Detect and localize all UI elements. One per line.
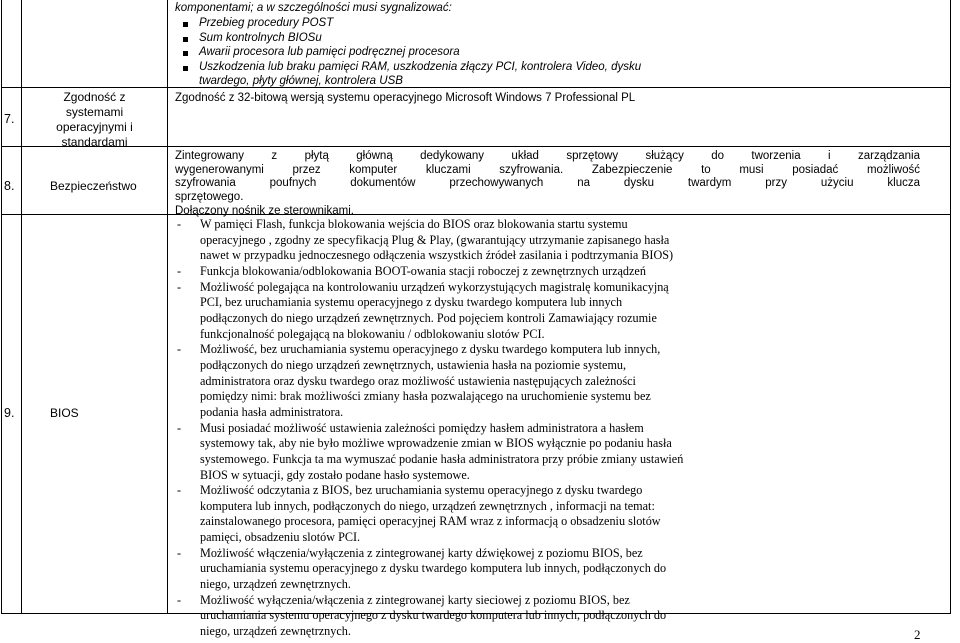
bios-list-item-line: funkcjonalność polegającą na blokowaniu / odblokowaniu slotów PCI.	[200, 326, 545, 341]
bios-list-item-line: Możliwość odczytania z BIOS, bez uruchamiania systemu operacyjnego z dysku twardego	[200, 483, 643, 498]
bios-list-item	[175, 546, 945, 593]
square-bullet-icon	[183, 66, 188, 71]
bios-list-item-line: systemowy tak, aby nie było możliwe wprowadzenie zmian w BIOS wyłącznie po podaniu hasła	[200, 436, 672, 451]
row-9-label: BIOS	[50, 406, 79, 420]
bios-list-item-line: nawet w przypadku jednoczesnego odłączenia wszystkich źródeł zasilania i podtrzymania BIOS)	[200, 248, 674, 263]
bios-list-item	[175, 217, 945, 264]
bios-list-item-line: Możliwość wyłączenia/włączenia z zintegrowanej karty sieciowej z poziomu BIOS, bez	[200, 592, 630, 607]
square-bullet-icon	[183, 51, 188, 56]
bios-list-item-line: uruchamiania systemu operacyjnego z dysku twardego komputera lub innych, podłączonych do	[200, 608, 667, 623]
bios-list-item	[175, 421, 945, 484]
bios-list-item-line: operacyjnego , zgodny ze specyfikacją Plug & Play, (gwarantujący utrzymanie zapisanego hasła	[200, 232, 670, 247]
top-intro-text: komponentami; a w szczególności musi sygnalizować:	[175, 2, 452, 14]
row-8-number: 8.	[4, 179, 15, 193]
bios-list-item	[175, 483, 945, 546]
dash-bullet: -	[177, 342, 182, 357]
row-8-label: Bezpieczeństwo	[50, 179, 137, 193]
row-8-line: szyfrowania poufnych dokumentów przechowywanych na dysku twardym przy użyciu klucza	[175, 177, 920, 190]
row-8-line: Zintegrowany z płytą główną dedykowany układ sprzętowy służący do tworzenia i zarządzania	[175, 150, 920, 162]
bios-list-item-line: podania hasła administratora.	[200, 404, 344, 419]
row-7-label-line: systemami	[65, 105, 124, 119]
dash-bullet: -	[177, 420, 182, 435]
top-bullet-item: Przebieg procedury POST	[199, 17, 334, 29]
row-divider-7-top	[1, 87, 951, 88]
dash-bullet: -	[177, 279, 182, 294]
bios-list-item-line: pamięci, obsadzeniu slotów PCI.	[200, 530, 361, 545]
bios-list-item-line: PCI, bez uruchamiania systemu operacyjnego z dysku twardego komputera lub innych	[200, 295, 623, 310]
bios-list-item	[175, 342, 945, 420]
row-7-label-line: operacyjnymi i	[56, 120, 133, 134]
square-bullet-icon	[183, 22, 188, 27]
bios-list-item	[175, 264, 945, 280]
row-8-line: sprzętowego.	[175, 191, 244, 204]
bios-list-item-line: uruchamiania systemu operacyjnego z dysku twardego komputera lub innych, podłączonych do	[200, 561, 667, 576]
bios-list-item-line: podłączonych do niego urządzeń zewnętrznych, ustawienia hasła na poziomie systemu,	[200, 357, 627, 372]
bios-requirements-list	[175, 217, 945, 640]
page-number: 2	[914, 627, 921, 642]
row-9-number: 9.	[4, 406, 15, 420]
bios-list-item-line: podłączonych do niego urządzeń zewnętrznych. Pod pojęciem kontroli Zamawiający rozumie	[200, 310, 657, 325]
bios-list-item-line: niego, urządzeń zewnętrznych.	[200, 577, 351, 592]
dash-bullet: -	[177, 217, 182, 231]
row-8-line: wygenerowanymi przez komputer kluczami szyfrowania. Zabezpieczenie to musi posiadać możliwość	[175, 163, 920, 176]
dash-bullet: -	[177, 545, 182, 560]
bios-list-item-line: komputera lub innych, podłączonych do niego, urządzeń zewnętrznych , informacji na temat:	[200, 498, 655, 513]
row-8-text	[175, 150, 920, 219]
bios-list-item-line: administratora oraz dysku twardego oraz możliwość ustawienia następujących zależności	[200, 373, 636, 388]
bios-list-item-line: Musi posiadać możliwość ustawienia zależności pomiędzy hasłem administratora a hasłem	[200, 420, 644, 435]
row-7-label	[22, 90, 167, 150]
row-7-label-line: standardami	[61, 135, 128, 149]
top-bullet-item: Awarii procesora lub pamięci podręcznej procesora	[199, 46, 460, 58]
bios-list-item	[175, 280, 945, 343]
col-divider-2	[167, 0, 168, 614]
square-bullet-icon	[183, 37, 188, 42]
row-7-text: Zgodność z 32-bitową wersją systemu operacyjnego Microsoft Windows 7 Professional PL	[175, 92, 636, 104]
bios-list-item-line: Możliwość polegająca na kontrolowaniu urządzeń wykorzystujących magistralę komunikacyjną	[200, 279, 669, 294]
dash-bullet: -	[177, 592, 182, 607]
border-right	[950, 0, 951, 614]
bios-list-item	[175, 593, 945, 640]
bios-list-item-line: pomiędzy nimi: brak możliwości zmiany hasła pozwalającego na uruchomienie systemu bez	[200, 389, 651, 404]
bios-list-item-line: systemowego. Funkcja ta ma wymuszać podanie hasła administratora przy próbie zmiany ustawień	[200, 451, 684, 466]
bios-list-item-line: Możliwość, bez uruchamiania systemu operacyjnego z dysku twardego komputera lub innych,	[200, 342, 661, 357]
bios-list-item-line: zainstalowanego procesora, pamięci operacyjnej RAM wraz z informacją o obsadzeniu slotów	[200, 514, 661, 529]
bios-list-item-line: BIOS w sytuacji, gdy zostało podane hasło systemowe.	[200, 467, 470, 482]
row-8-line: Dołączony nośnik ze sterownikami.	[175, 204, 354, 217]
bios-list-item-line: niego, urządzeń zewnętrznych.	[200, 624, 351, 639]
dash-bullet: -	[177, 263, 182, 278]
top-bullet-item-continuation: twardego, płyty głównej, kontrolera USB	[199, 75, 403, 87]
top-bullet-item: Uszkodzenia lub braku pamięci RAM, uszkodzenia złączy PCI, kontrolera Video, dysku	[199, 61, 642, 73]
top-bullet-item: Sum kontrolnych BIOSu	[199, 32, 322, 44]
row-7-label-line: Zgodność z	[63, 90, 126, 104]
bios-list-item-line: Możliwość włączenia/wyłączenia z zintegrowanej karty dźwiękowej z poziomu BIOS, bez	[200, 545, 643, 560]
bios-list-item-line: Funkcja blokowania/odblokowania BOOT-owania stacji roboczej z zewnętrznych urządzeń	[200, 263, 646, 278]
border-left	[1, 0, 2, 614]
dash-bullet: -	[177, 483, 182, 498]
row-7-number: 7.	[4, 112, 15, 126]
bios-list-item-line: W pamięci Flash, funkcja blokowania wejścia do BIOS oraz blokowania startu systemu	[200, 217, 628, 231]
